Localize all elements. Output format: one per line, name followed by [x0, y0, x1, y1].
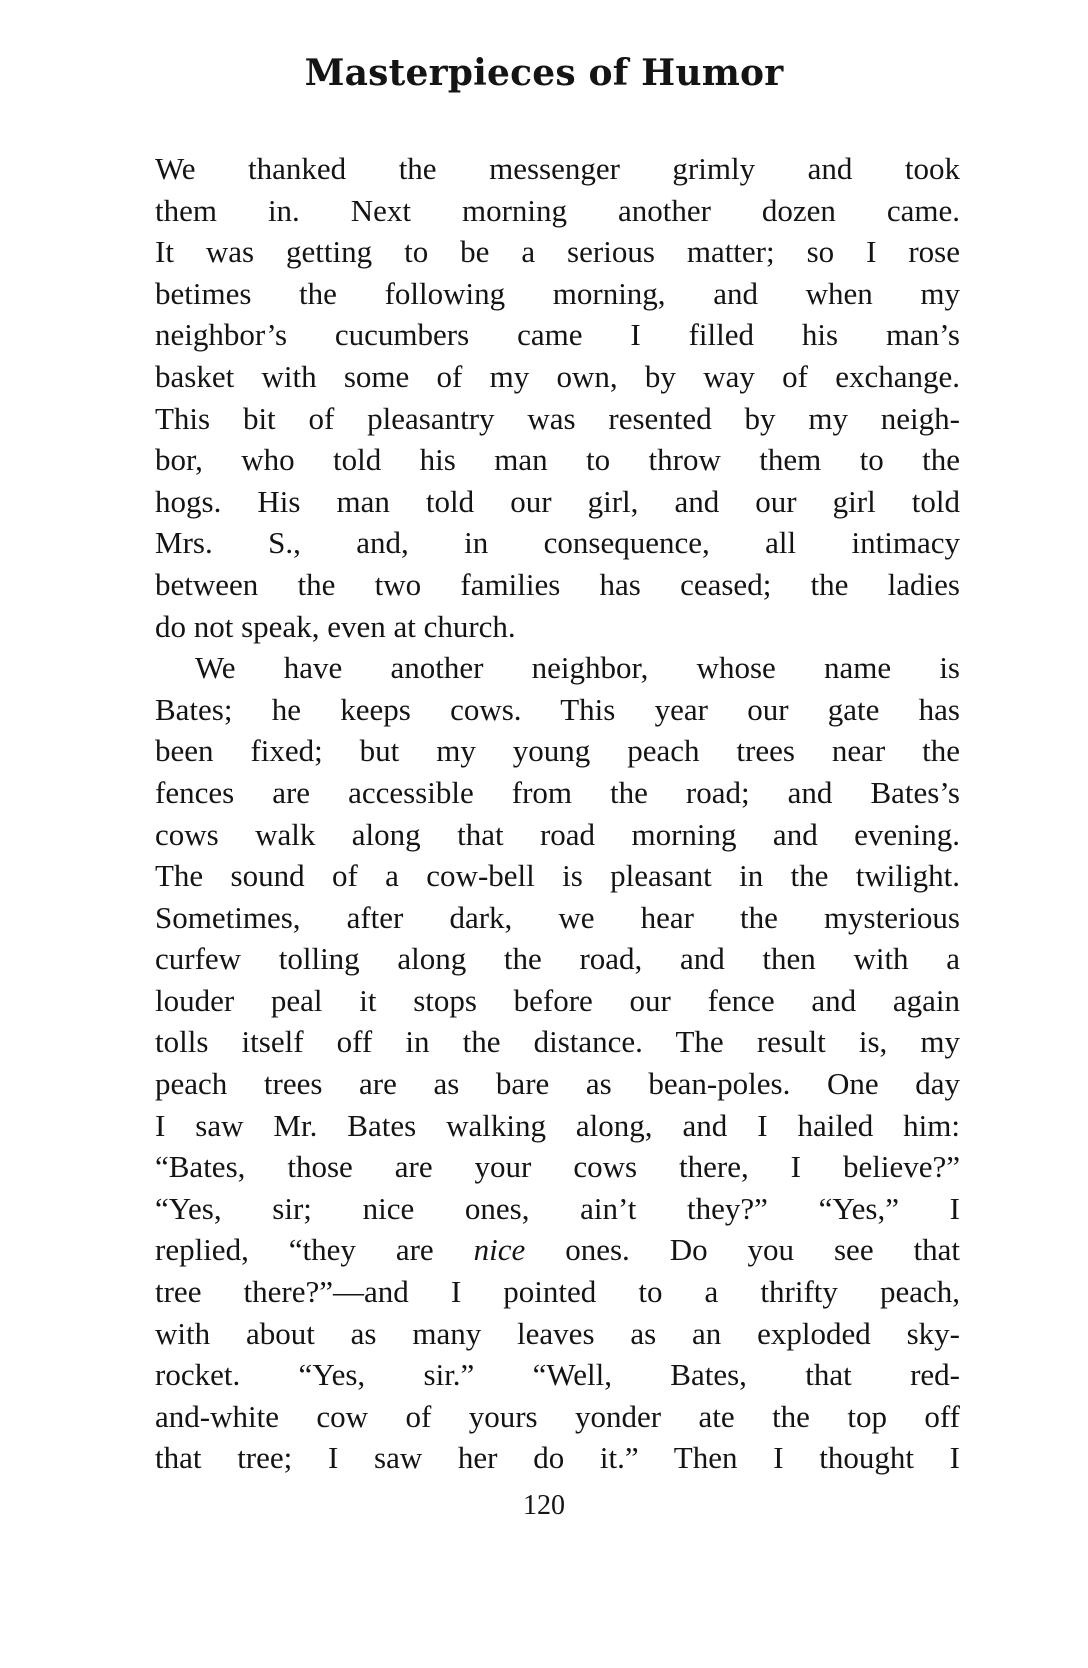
text-line: do not speak, even at church.: [155, 608, 516, 644]
text-line: between the two families has ceased; the ladies: [155, 566, 960, 602]
text-line: been fixed; but my young peach trees near the: [155, 733, 960, 769]
page-number: 120: [523, 1490, 565, 1521]
text-fragment: ones. Do you see that: [525, 1232, 961, 1268]
text-line: “Yes, sir; nice ones, ain’t they?” “Yes,” I: [155, 1190, 960, 1226]
text-line: betimes the following morning, and when my: [155, 275, 960, 311]
text-fragment: replied, “they are: [155, 1232, 474, 1268]
text-line: Sometimes, after dark, we hear the mysterious: [155, 899, 960, 935]
italic-word: nice: [473, 1232, 526, 1268]
text-line: The sound of a cow-bell is pleasant in the twilight.: [155, 858, 960, 894]
text-line: We thanked the messenger grimly and took: [155, 151, 960, 186]
text-line: Bates; he keeps cows. This year our gate has: [155, 691, 960, 727]
text-line: peach trees are as bare as bean-poles. One day: [155, 1066, 960, 1102]
text-line: hogs. His man told our girl, and our girl told: [155, 483, 960, 519]
text-line: We have another neighbor, whose name is: [195, 650, 960, 686]
text-line: rocket. “Yes, sir.” “Well, Bates, that red-: [155, 1357, 960, 1393]
text-line: that tree; I saw her do it.” Then I thought I: [155, 1440, 960, 1476]
text-line: curfew tolling along the road, and then with a: [155, 941, 960, 977]
text-line: fences are accessible from the road; and Bates’s: [155, 774, 960, 810]
text-line: with about as many leaves as an exploded sky-: [155, 1315, 960, 1351]
text-line: [155, 1229, 960, 1271]
text-line: I saw Mr. Bates walking along, and I hailed him:: [155, 1107, 960, 1143]
text-line: It was getting to be a serious matter; so I rose: [155, 234, 960, 270]
text-line: “Bates, those are your cows there, I believe?”: [155, 1149, 960, 1185]
text-line: Mrs. S., and, in consequence, all intimacy: [155, 525, 960, 561]
text-line: neighbor’s cucumbers came I filled his man’s: [155, 317, 960, 353]
text-line: tree there?”—and I pointed to a thrifty peach,: [155, 1274, 960, 1310]
text-line: louder peal it stops before our fence and again: [155, 982, 960, 1018]
text-line: cows walk along that road morning and evening.: [155, 816, 960, 852]
text-line: them in. Next morning another dozen came.: [155, 192, 960, 228]
text-line: tolls itself off in the distance. The result is, my: [155, 1024, 960, 1060]
text-line: This bit of pleasantry was resented by my neigh-: [155, 400, 960, 436]
text-line: basket with some of my own, by way of exchange.: [155, 358, 960, 394]
running-head-title: Masterpieces of Humor: [304, 52, 784, 94]
body-text: [155, 148, 960, 1479]
text-line: and-white cow of yours yonder ate the top off: [155, 1398, 960, 1434]
text-line: bor, who told his man to throw them to the: [155, 442, 960, 478]
